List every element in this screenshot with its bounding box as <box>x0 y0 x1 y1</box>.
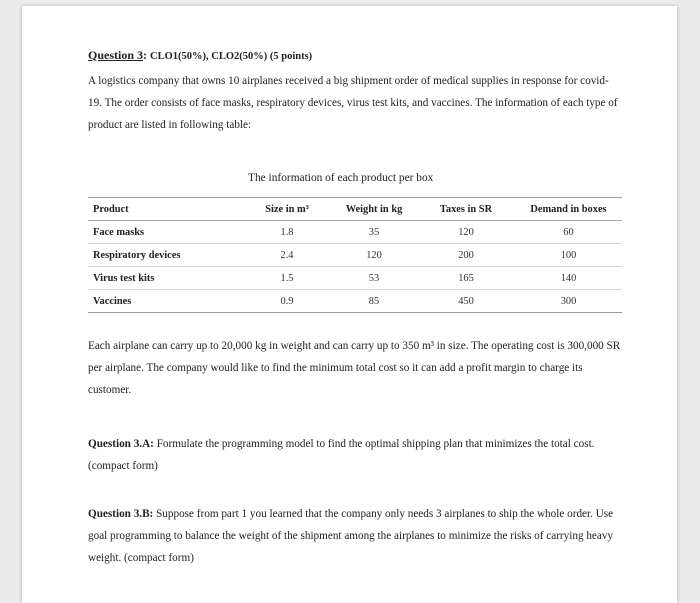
header-taxes: Taxes in SR <box>417 198 515 221</box>
product-table <box>88 197 622 313</box>
cell-weight: 35 <box>331 221 417 244</box>
cell-taxes: 120 <box>417 221 515 244</box>
question-3a-label: Question 3.A: <box>88 438 154 450</box>
cell-product: Vaccines <box>88 290 243 313</box>
cell-size: 1.8 <box>243 221 331 244</box>
question-3b-text: Suppose from part 1 you learned that the company only needs 3 airplanes to ship the whole order. Use goal programming to balance the weight of the shipment among the airplanes to minimize the risks of carrying heavy weight. (compact form) <box>88 508 614 564</box>
cell-size: 0.9 <box>243 290 331 313</box>
cell-product: Respiratory devices <box>88 244 243 267</box>
question-clo: CLO1(50%), CLO2(50%) (5 points) <box>150 51 313 62</box>
table-row <box>88 221 622 244</box>
cell-size: 1.5 <box>243 267 331 290</box>
question-colon: : <box>143 48 148 62</box>
cell-taxes: 450 <box>417 290 515 313</box>
cell-demand: 300 <box>515 290 622 313</box>
cell-taxes: 200 <box>417 244 515 267</box>
cell-weight: 53 <box>331 267 417 290</box>
cell-demand: 60 <box>515 221 622 244</box>
question-3a-text: Formulate the programming model to find the optimal shipping plan that minimizes the total cost. (compact form) <box>88 438 595 472</box>
table-header-row <box>88 198 622 221</box>
table-row <box>88 290 622 313</box>
table-row <box>88 244 622 267</box>
header-weight: Weight in kg <box>331 198 417 221</box>
header-size: Size in m³ <box>243 198 331 221</box>
cell-size: 2.4 <box>243 244 331 267</box>
cell-weight: 120 <box>331 244 417 267</box>
question-label: Question 3 <box>88 48 144 62</box>
cell-product: Virus test kits <box>88 267 243 290</box>
header-product: Product <box>88 198 243 221</box>
cell-weight: 85 <box>331 290 417 313</box>
intro-paragraph: A logistics company that owns 10 airplanes received a big shipment order of medical supplies in response for covid-19. The order consists of face masks, respiratory devices, virus test kits, and vaccines. The information of each type of product are listed in following table: <box>88 75 618 131</box>
table-row <box>88 267 622 290</box>
table-caption: The information of each product per box <box>248 172 434 184</box>
cell-demand: 140 <box>515 267 622 290</box>
question-3b <box>88 503 622 569</box>
header-demand: Demand in boxes <box>515 198 622 221</box>
cell-demand: 100 <box>515 244 622 267</box>
question-3a <box>88 433 622 477</box>
question-3b-label: Question 3.B: <box>88 508 154 520</box>
cell-product: Face masks <box>88 221 243 244</box>
question-title <box>88 48 312 63</box>
cell-taxes: 165 <box>417 267 515 290</box>
constraints-paragraph: Each airplane can carry up to 20,000 kg in weight and can carry up to 350 m³ in size. The operating cost is 300,000 SR per airplane. The company would like to find the minimum total cost so it can add a profit margin to charge its customer. <box>88 340 621 396</box>
document-page <box>22 6 677 603</box>
